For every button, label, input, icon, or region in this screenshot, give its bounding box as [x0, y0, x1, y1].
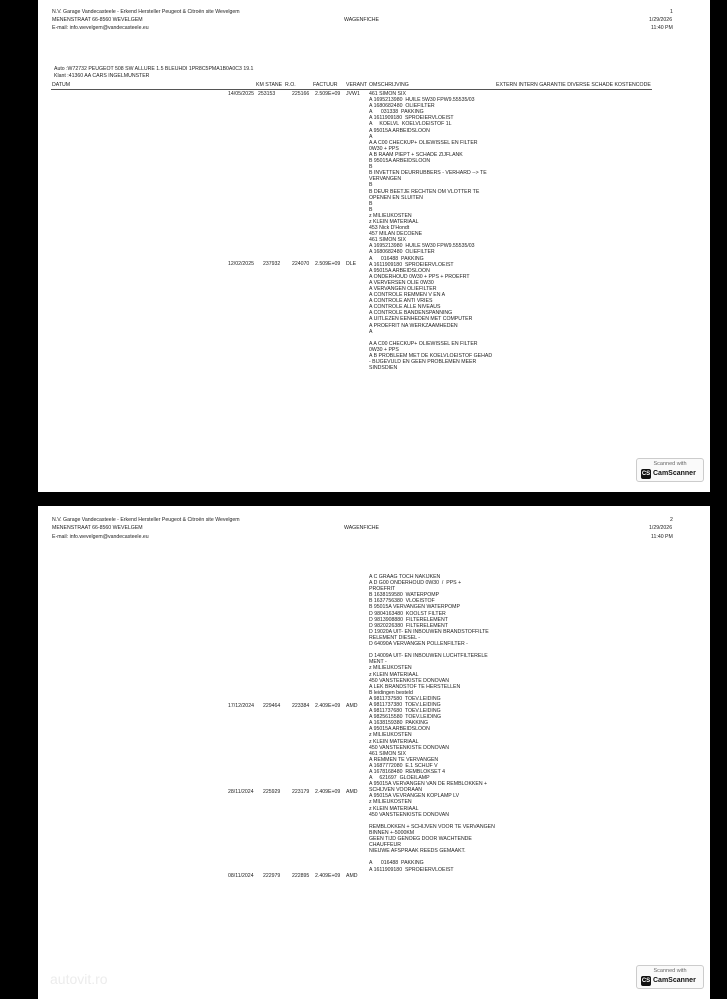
description-line: GEEN TIJD GENOEG DOOR WACHTENDE — [369, 836, 472, 843]
col-factuur: FACTUUR — [313, 82, 338, 88]
print-time: 11:40 PM — [651, 534, 673, 540]
description-line: D 64090A VERVANGEN POLLENFILTER - — [369, 641, 468, 648]
row-factuur: 2.409E+09 — [315, 789, 341, 795]
row-verant: DLE — [346, 261, 357, 267]
description-line: A 1678168480 REMBLOKSET 4 — [369, 769, 446, 775]
description-line: 0W30 + PPS — [369, 346, 399, 353]
column-header-row — [51, 82, 652, 90]
description-line: A 9825615580 TOEV.LEIDING — [369, 714, 442, 721]
row-ro: 223179 — [292, 789, 310, 795]
page-number: 1 — [670, 9, 673, 15]
row-factuur: 2.409E+09 — [315, 873, 341, 879]
description-line: 457 MILAN DECOENE — [369, 231, 423, 238]
row-date: 17/12/2024 — [228, 703, 254, 709]
camscanner-name: CamScanner — [653, 470, 696, 477]
col-extra: EXTERN INTERN GARANTIE DIVERSE SCHADE KOSTENCODE — [496, 82, 651, 88]
description-line: B 95015A VERVANGEN WATERPOMP — [369, 604, 460, 611]
description-line: A LEK BRANDSTOF TE HERSTELLEN — [369, 683, 461, 690]
row-km: 225929 — [263, 789, 281, 795]
description-line: A A C00 CHECKUP+ OLIEWISSEL EN FILTER — [369, 340, 478, 347]
row-km: 237932 — [263, 261, 281, 267]
description-line: A CONTROLE ANTI VRIES — [369, 298, 433, 305]
print-time: 11:40 PM — [651, 25, 673, 31]
description-line: 461 SIMON SIX — [369, 91, 406, 97]
description-line: D 19020A UIT- EN INBOUWEN BRANDSTOFFILTE — [369, 628, 489, 635]
description-line: z KLEIN MATERIAAL — [369, 738, 419, 745]
row-km: 222979 — [263, 873, 281, 879]
description-line: A C GRAAG TOCH NAKIJKEN — [369, 574, 441, 580]
doc-title: WAGENFICHE — [344, 525, 379, 531]
col-omschrijving: OMSCHRIJVING — [369, 82, 409, 88]
description-line: RELEMENT DIESEL - — [369, 634, 421, 641]
row-factuur: 2.409E+09 — [315, 703, 341, 709]
description-line: A 9811737680 TOEV.LEIDING — [369, 708, 441, 715]
camscanner-name: CamScanner — [653, 977, 696, 984]
description-line: D 14009A UIT- EN INBOUWEN LUCHTFILTERELE — [369, 653, 488, 660]
description-line: A 1611909180 SPROEIERVLOEIST — [369, 261, 454, 268]
camscanner-logo-icon: CS — [641, 471, 651, 477]
print-date: 1/29/2026 — [649, 17, 673, 23]
description-line: VERVANGEN — [369, 176, 402, 183]
address: MENENSTRAAT 66-8560 WEVELGEM — [52, 525, 143, 531]
description-line: B DEUR BEETJE RECHTEN OM VLOTTER TE — [369, 188, 480, 195]
description-line: A 1695213980 HUILE 5W30 FPW9.55535/03 — [369, 97, 475, 104]
description-line: B 1638159580 WATERPOMP — [369, 592, 440, 599]
description-line: A 95015A ARBEIDSLOON — [369, 127, 430, 134]
description-line: OPENEN EN SLUITEN — [369, 194, 423, 201]
row-factuur: 2.509E+09 — [315, 261, 341, 267]
doc-title: WAGENFICHE — [344, 17, 379, 23]
description-line: A 9811737580 TOEV.LEIDING — [369, 695, 441, 702]
camscanner-badge — [636, 458, 704, 482]
description-line: B 1637756380 VLOEISTOF — [369, 598, 435, 605]
description-line: A 1611909180 SPROEIERVLOEIST — [369, 115, 454, 122]
col-datum: DATUM — [52, 82, 71, 88]
description-line: A 016488 PAKKING — [369, 860, 424, 867]
description-line: z MILIEUKOSTEN — [369, 665, 412, 672]
description-line: A 9811737380 TOEV.LEIDING — [369, 701, 441, 708]
description-line: B — [369, 200, 373, 207]
description-line: A 1680682480 OLIEFILTER — [369, 249, 435, 256]
camscanner-logo-icon: CS — [641, 978, 651, 984]
description-line: CHAUFFEUR — [369, 842, 401, 849]
row-verant: JVW1 — [346, 91, 360, 97]
row-date: 28/11/2024 — [228, 789, 254, 795]
camscanner-caption: Scanned with — [653, 461, 687, 467]
description-line: A CONTROLE ALLE NIVEAUS — [369, 304, 441, 311]
col-km: KM STANE — [256, 82, 283, 88]
description-line: 450 VANSTEENKISTE DONOVAN — [369, 811, 449, 818]
description-line: A CONTROLE BANDENSPANNING — [369, 310, 453, 317]
description-line: 453 Nick D'Hondt — [369, 225, 410, 232]
company-line: N.V. Garage Vandecasteele - Erkend Hersteller Peugeot & Citroën site Wevelgem — [52, 9, 240, 15]
description-line: A VERVERSEN OLIE 0W30 — [369, 279, 434, 286]
address: MENENSTRAAT 66-8560 WEVELGEM — [52, 17, 143, 23]
description-line: z MILIEUKOSTEN — [369, 732, 412, 739]
description-lines — [369, 574, 495, 873]
row-ro: 225166 — [292, 91, 310, 97]
description-line: REMBLOKKEN + SCHIJVEN VOOR TE VERVANGEN — [369, 823, 495, 830]
description-line: A ONDERHOUD 0W30 + PPS + PROEFRT — [369, 273, 470, 280]
description-line: A REMMEN TE VERVANGEN — [369, 756, 439, 763]
row-verant: AMD — [346, 789, 358, 795]
description-line: B — [369, 164, 373, 171]
description-line: SINDSDIEN — [369, 365, 398, 372]
description-line: 461 SIMON SIX — [369, 750, 406, 757]
description-line: A B PROBLEEM MET DE KOELVLOEISTOF GEHAD — [369, 353, 493, 360]
description-line: A 1695213980 HUILE 5W30 FPW9.55535/03 — [369, 243, 475, 250]
description-line: A 1680682480 OLIEFILTER — [369, 103, 435, 110]
description-line: z MILIEUKOSTEN — [369, 212, 412, 219]
description-line: A PROEFRIT NA WERKZAAMHEDEN — [369, 322, 458, 329]
description-line: 450 VANSTEENKISTE DONOVAN — [369, 677, 449, 684]
description-line: 461 SIMON SIX — [369, 237, 406, 244]
description-line: A 95015A ARBEIDSLOON — [369, 267, 430, 274]
description-line: A UITLEZEN EENHEDEN MET COMPUTER — [369, 316, 473, 323]
row-ro: 222895 — [292, 873, 310, 879]
description-line: A 95015A VEVRANGEN KOPLAMP LV — [369, 793, 460, 800]
description-line: SCHIJVEN VOORAAN — [369, 787, 423, 794]
description-line: B — [369, 206, 373, 213]
email: E-mail: info.wevelgem@vandecasteele.eu — [52, 25, 149, 31]
row-verant: AMD — [346, 703, 358, 709]
page-number: 2 — [670, 517, 673, 523]
description-line: 0W30 + PPS — [369, 145, 399, 152]
row-date: 08/11/2024 — [228, 873, 254, 879]
row-km: 229464 — [263, 703, 281, 709]
description-line: A 1611909180 SPROEIERVLOEIST — [369, 866, 454, 873]
email: E-mail: info.wevelgem@vandecasteele.eu — [52, 534, 149, 540]
row-verant: AMD — [346, 873, 358, 879]
description-lines — [369, 91, 492, 371]
document-page-1 — [38, 0, 710, 492]
description-line: A VERVANGEN OLIEFILTER — [369, 286, 437, 292]
description-line: A A C00 CHECKUP+ OLIEWISSEL EN FILTER — [369, 139, 478, 146]
description-line: PROEFRIT — [369, 586, 396, 593]
row-date: 14/05/2025 — [228, 91, 254, 97]
description-line: D 9813908880 FILTERELEMENT — [369, 616, 448, 623]
description-line: A B RAAM PIEPT + SCHADE ZIJFLANK — [369, 151, 463, 158]
description-line: z KLEIN MATERIAAL — [369, 218, 419, 225]
description-line: B 95015A ARBEIDSLOON — [369, 158, 431, 165]
description-line: A — [369, 133, 373, 140]
description-line: B — [369, 182, 373, 189]
description-line: A 031338 PAKKING — [369, 109, 424, 116]
row-date: 12/02/2025 — [228, 261, 254, 267]
description-line: A KOELVL KOELVLOEISTOF 1L — [369, 121, 452, 128]
description-line: B leidingen besteld — [369, 689, 413, 696]
camscanner-caption: Scanned with — [653, 968, 687, 974]
company-line: N.V. Garage Vandecasteele - Erkend Hersteller Peugeot & Citroën site Wevelgem — [52, 517, 240, 523]
camscanner-badge — [636, 965, 704, 989]
watermark: autovit.ro — [50, 971, 108, 987]
description-line: D 9804163480 KOOLST FILTER — [369, 610, 446, 617]
description-line: BINNEN +-5000KM — [369, 829, 415, 836]
description-line: D 9820226380 FILTERELEMENT — [369, 622, 448, 629]
print-date: 1/29/2026 — [649, 525, 673, 531]
description-line: A 621697 GLOEILAMP — [369, 775, 430, 782]
col-verant: VERANT — [346, 82, 368, 88]
row-ro: 224070 — [292, 261, 310, 267]
description-line: B INVETTEN DEURRUBBERS - VERHARD --> TE — [369, 170, 487, 177]
description-line: MENT - — [369, 659, 387, 666]
description-line: A 95015A ARBEIDSLOON — [369, 726, 430, 733]
col-ro: R.O. — [285, 82, 296, 88]
document-page-2 — [38, 506, 710, 999]
description-line: 450 VANSTEENKISTE DONOVAN — [369, 744, 449, 751]
description-line: A CONTROLE REMMEN V EN A — [369, 292, 446, 299]
klant-line: Klant :41360 AA CARS INGELMUNSTER — [54, 73, 150, 79]
row-km: 253153 — [258, 91, 276, 97]
row-factuur: 2.509E+09 — [315, 91, 341, 97]
description-line: z KLEIN MATERIAAL — [369, 671, 419, 678]
auto-line: Auto :W72732 PEUGEOT 508 SW ALLURE 1.5 BLEUHDI 1PR8C5PMA1B0A0C3 19.1 — [54, 66, 254, 72]
description-line: A — [369, 328, 373, 335]
description-line: A 1638159380 PAKKING — [369, 720, 429, 727]
description-line: A 1687772080 E.1 SCHIJF V — [369, 762, 438, 769]
description-line: z MILIEUKOSTEN — [369, 799, 412, 806]
row-ro: 223384 — [292, 703, 310, 709]
description-line: - BIJGEVULD EN GEEN PROBLEMEN MEER — [369, 359, 477, 366]
description-line: A D G00 ONDERHOUD 0W30 / PPS + — [369, 580, 462, 587]
description-line: NIEUWE AFSPRAAK REEDS GEMAAKT. — [369, 848, 466, 855]
description-line: A 95015A VERVANGEN VAN DE REMBLOKKEN + — [369, 781, 488, 788]
description-line: z KLEIN MATERIAAL — [369, 805, 419, 812]
description-line: A 016488 PAKKING — [369, 255, 424, 262]
